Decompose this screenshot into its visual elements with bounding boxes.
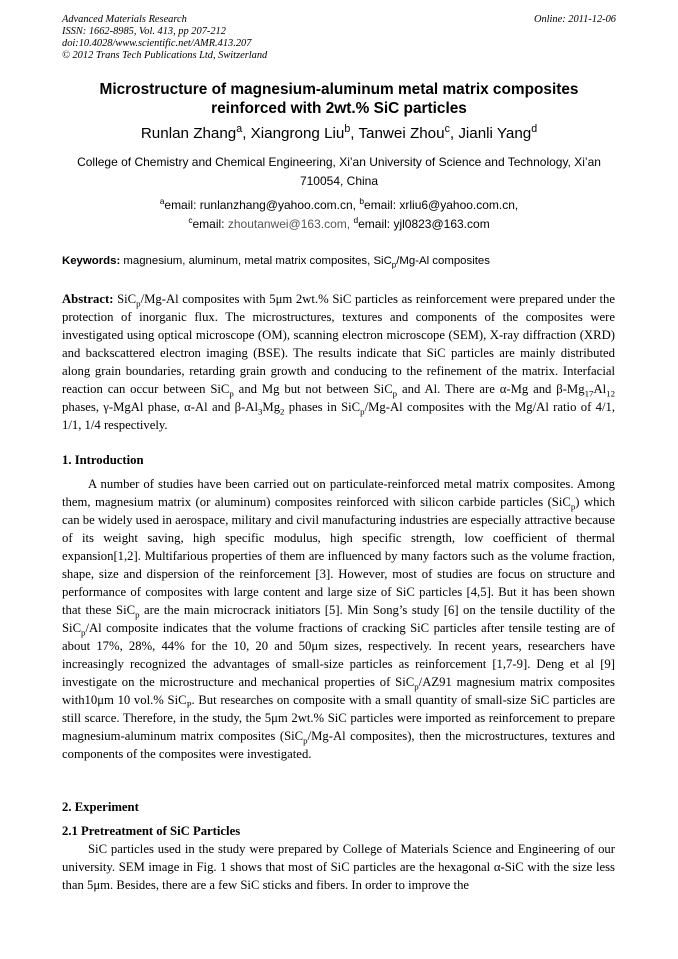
subscript: p [570,501,576,512]
abstract-text: /Mg-Al composites with the Mg/Al ratio of 4/1, 1/1, 1/4 respectively. [62,400,615,432]
author-3-mark: c [444,122,450,135]
subscript: p [360,406,365,417]
email-c-label: email: [192,217,228,231]
email-line-2 [40,215,638,234]
body-text: ) which can be widely used in aerospace, military and civil manufacturing industries are especially attractive because of its weight saving, high specific modulus, high specific strength, low coefficient of thermal expansion[1,2]. Multifarious properties of them are influenced by many factors such as the volume fraction, shape, size and dispersion of the reinforcement [3]. However, most of studies are focus on structure and performance of composites with large content and large size of SiC particles [4,5]. But it has been shown that these SiC [62,495,615,617]
abstract-text: /Mg-Al composites with 5μm 2wt.% SiC particles as reinforcement were prepared under the protection of inorganic flux. The microstructures, textures and components of the composites were investigated using optical microscope (OM), scanning electron microscope (SEM), X-ray diffraction (XRD) and backscattered electron imaging (BSE). The results indicate that SiC particles are mainly distributed along grain boundaries, retarding grain growth and conducing to the refinement of the matrix. Interfacial reaction can occur between SiC [62,292,615,396]
copyright-line: © 2012 Trans Tech Publications Ltd, Switzerland [62,50,268,61]
experiment-heading: 2. Experiment [62,800,139,814]
keywords-text: magnesium, aluminum, metal matrix composites, SiC [120,255,392,267]
online-date: Online: 2011-12-06 [533,14,616,25]
affiliation: College of Chemistry and Chemical Engineering, Xi’an University of Science and Technology, Xi’an 710054, China [77,155,601,188]
email-a: email: runlanzhang@yahoo.com.cn, [164,198,360,212]
email-c-address: zhoutanwei@163.com, [227,217,354,231]
email-d-mark: d [353,215,359,225]
abstract-text: Al [593,382,607,396]
subscript: p [136,298,141,309]
abstract-text: and Al. There are α-Mg and β-Mg [397,382,585,396]
body-text: . But researches on composite with a small quantity of small-size SiC particles are still scarce. Therefore, in the study, the 5μm 2wt.% SiC particles were imported as reinforcement to prepare magnesium-aluminum matrix composites (SiC [62,693,615,743]
subscript: p [229,388,234,399]
email-list [40,196,638,234]
body-text: /AZ91 magnesium matrix composites with10μm 10 vol.% SiC [62,675,615,707]
introduction-heading: 1. Introduction [62,453,144,467]
abstract-text: SiC [113,292,137,306]
email-d: email: yjl0823@163.com [358,217,490,231]
email-b: email: xrliu6@yahoo.com.cn, [364,198,519,212]
title-line-1: Microstructure of magnesium-aluminum metal matrix composites [99,81,579,98]
subscript: p [392,388,398,399]
email-b-mark: b [359,196,365,206]
body-text: /Mg-Al composites), then the microstructures, textures and components of the composites were investigated. [62,729,615,761]
experiment-section [62,798,615,894]
doi-line: doi:10.4028/www.scientific.net/AMR.413.207 [62,38,252,49]
introduction-section [62,451,615,763]
abstract [62,290,615,434]
paper-title [40,80,638,118]
experiment-subheading: 2.1 Pretreatment of SiC Particles [62,824,241,838]
body-text: /Al composite indicates that the volume fractions of cracking SiC particles after tensile testing are of about 17%, 28%, 44% for the 10, 20 and 50μm sizes, respectively. In recent years, researchers have increasingly recognized the advantages of small-size particles as reinforcement [1,7-9]. Deng et al [9] investigate on the microstructure and mechanical properties of SiC [62,621,615,689]
author-2-mark: b [344,122,351,135]
experiment-paragraph: SiC particles used in the study were prepared by College of Materials Science and Engineering of our university. SEM image in Fig. 1 shows that most of SiC particles are the hexagonal α-SiC with the size less than 5μm. Besides, there are a few SiC sticks and fibers. In order to improve the [62,842,615,892]
journal-header [62,14,616,62]
abstract-text: phases in SiC [284,400,361,414]
keywords-text-end: /Mg-Al composites [396,255,490,267]
title-line-2: reinforced with 2wt.% SiC particles [211,100,467,117]
introduction-paragraph [62,475,615,763]
abstract-text: Mg [262,400,281,414]
subscript: 2 [280,406,285,417]
subscript: p [135,609,140,620]
body-text: A number of studies have been carried out on particulate-reinforced metal matrix composites. Among them, magnesium matrix (or aluminum) composites reinforced with silicon carbide particles (SiC [62,477,615,509]
subscript: P [186,699,192,710]
abstract-text: phases, γ-MgAl phase, α-Al and β-Al [62,400,258,414]
author-3: , Tanwei Zhou [350,125,445,142]
email-a-mark: a [159,196,165,206]
subscript: p [303,735,308,746]
email-line-1 [40,196,638,215]
subscript: 17 [584,388,594,399]
email-c-mark: c [188,215,193,225]
author-1-mark: a [236,122,243,135]
abstract-label: Abstract: [62,292,114,306]
keywords-sub: p [391,260,397,270]
subscript: 3 [257,406,263,417]
author-4-mark: d [531,122,538,135]
issn-line: ISSN: 1662-8985, Vol. 413, pp 207-212 [62,26,226,37]
subscript: p [81,627,86,638]
author-list [40,124,638,144]
subscript: p [414,681,419,692]
body-text: are the main microcrack initiators [5]. Min Song’s study [6] on the tensile ductility of the SiC [62,603,615,635]
author-4: , Jianli Yang [449,125,532,142]
author-2: , Xiangrong Liu [242,125,345,142]
keywords-line [62,253,622,269]
subscript: 12 [606,388,615,399]
author-1: Runlan Zhang [140,125,237,142]
abstract-text: and Mg but not between SiC [233,382,393,396]
journal-name: Advanced Materials Research [62,14,187,25]
keywords-label: Keywords: [62,255,121,267]
